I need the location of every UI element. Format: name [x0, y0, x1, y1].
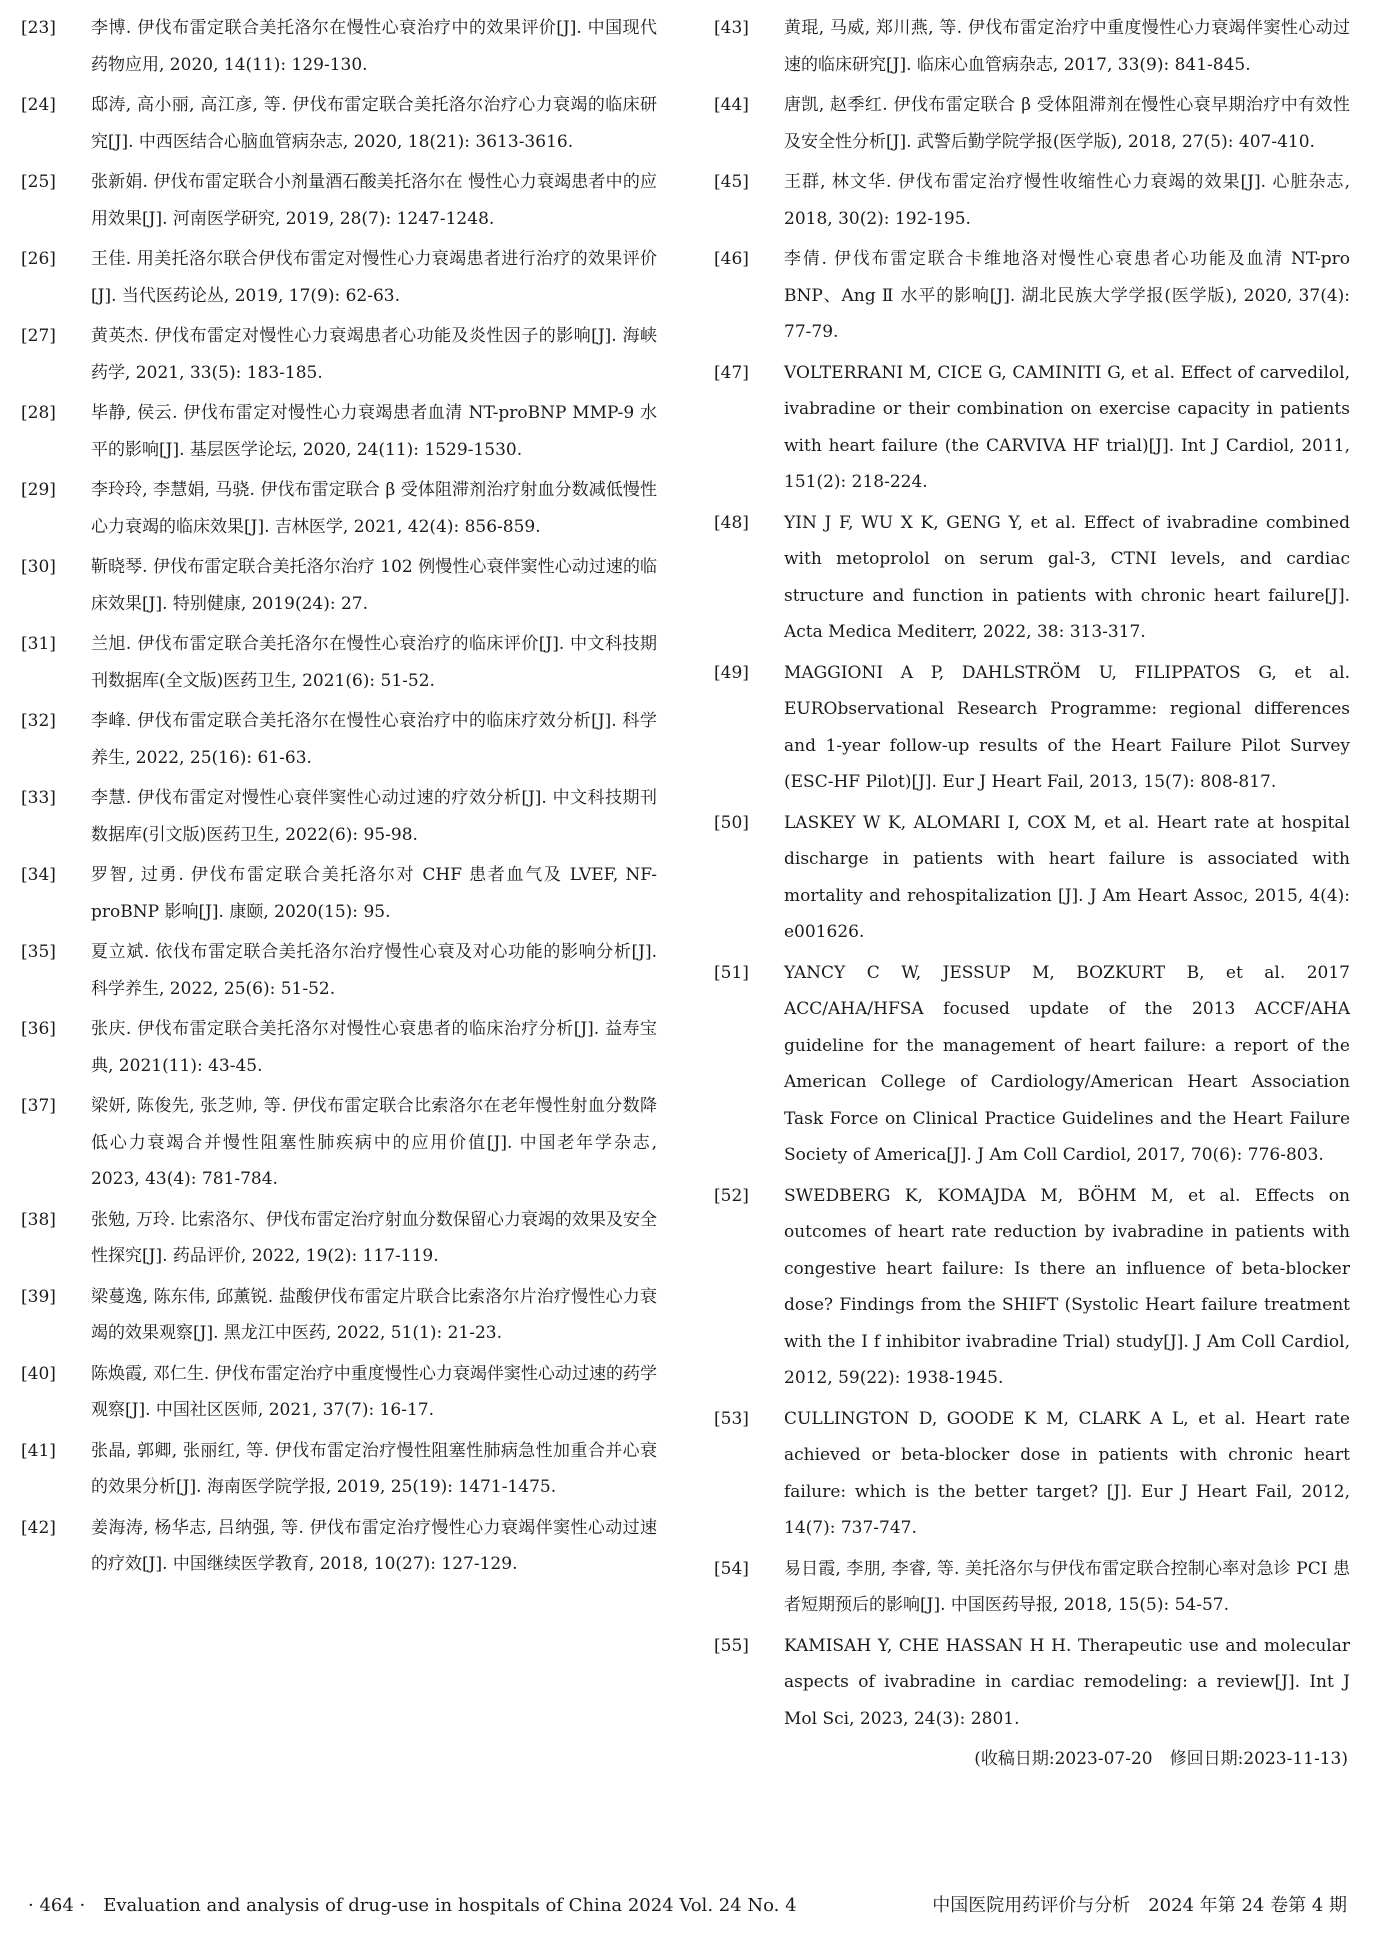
reference-text: 靳晓琴. 伊伐布雷定联合美托洛尔治疗 102 例慢性心衰伴窦性心动过速的临床效果[J]. 特别健康, 2019(24): 27.: [91, 557, 657, 614]
references-left-column: [21, 10, 657, 1587]
reference-item: [21, 1356, 657, 1429]
reference-item: [714, 1401, 1350, 1547]
reference-item: [714, 805, 1350, 951]
reference-text: 毕静, 侯云. 伊伐布雷定对慢性心力衰竭患者血清 NT-proBNP MMP-9 水平的影响[J]. 基层医学论坛, 2020, 24(11): 1529-1530.: [91, 403, 657, 460]
reference-item: [714, 955, 1350, 1174]
reference-item: [21, 857, 657, 930]
reference-item: [714, 87, 1350, 160]
reference-number: [45]: [714, 172, 749, 192]
reference-text: MAGGIONI A P, DAHLSTRÖM U, FILIPPATOS G, et al. EURObservational Research Programme: regional differences and 1-year follow-up results of the Heart Failure Pilot Survey (ESC-HF Pilot)[J]. Eur J Heart Fail, 2013, 15(7): 808-817.: [784, 662, 1350, 792]
reference-number: [37]: [21, 1096, 56, 1116]
reference-text: 李玲玲, 李慧娟, 马骁. 伊伐布雷定联合 β 受体阻滞剂治疗射血分数减低慢性心力衰竭的临床效果[J]. 吉林医学, 2021, 42(4): 856-859.: [91, 480, 657, 537]
reference-item: [714, 241, 1350, 351]
reference-item: [714, 1551, 1350, 1624]
reference-number: [27]: [21, 326, 56, 346]
reference-item: [21, 934, 657, 1007]
reference-text: 王佳. 用美托洛尔联合伊伐布雷定对慢性心力衰竭患者进行治疗的效果评价[J]. 当代医药论丛, 2019, 17(9): 62-63.: [91, 249, 657, 306]
reference-number: [40]: [21, 1363, 56, 1384]
reference-item: [21, 241, 657, 314]
right-reference-list: [714, 10, 1350, 1737]
footer-journal-en: · 464 · Evaluation and analysis of drug-use in hospitals of China 2024 Vol. 24 No. 4: [28, 1895, 797, 1916]
reference-item: [714, 505, 1350, 651]
reference-item: [21, 549, 657, 622]
reference-text: VOLTERRANI M, CICE G, CAMINITI G, et al. Effect of carvedilol, ivabradine or their combination on exercise capacity in patients with heart failure (the CARVIVA HF trial)[J]. Int J Cardiol, 2011, 151(2): 218-224.: [784, 362, 1350, 492]
reference-item: [714, 1178, 1350, 1397]
reference-item: [21, 626, 657, 699]
reference-item: [21, 1279, 657, 1352]
reference-number: [36]: [21, 1019, 56, 1039]
reference-text: SWEDBERG K, KOMAJDA M, BÖHM M, et al. Effects on outcomes of heart rate reduction by ivabradine in patients with congestive heart failure: Is there an influence of beta-blocker dose? Findings from the SHIFT (Systolic Heart failure treatment with the I f inhibitor ivabradine Trial) study[J]. J Am Coll Cardiol, 2012, 59(22): 1938-1945.: [784, 1185, 1350, 1388]
reference-item: [21, 1510, 657, 1583]
reference-text: 李峰. 伊伐布雷定联合美托洛尔在慢性心衰治疗中的临床疗效分析[J]. 科学养生, 2022, 25(16): 61-63.: [91, 711, 657, 768]
reference-item: [21, 1433, 657, 1506]
reference-number: [38]: [21, 1209, 56, 1230]
reference-text: 兰旭. 伊伐布雷定联合美托洛尔在慢性心衰治疗的临床评价[J]. 中文科技期刊数据库(全文版)医药卫生, 2021(6): 51-52.: [91, 634, 657, 691]
reference-number: [46]: [714, 249, 749, 269]
reference-number: [28]: [21, 403, 56, 423]
reference-text: 李博. 伊伐布雷定联合美托洛尔在慢性心衰治疗中的效果评价[J]. 中国现代药物应用, 2020, 14(11): 129-130.: [91, 18, 657, 75]
reference-text: 夏立斌. 依伐布雷定联合美托洛尔治疗慢性心衰及对心功能的影响分析[J]. 科学养生, 2022, 25(6): 51-52.: [91, 942, 657, 999]
reference-number: [49]: [714, 662, 749, 683]
reference-item: [21, 318, 657, 391]
reference-number: [23]: [21, 18, 56, 38]
reference-number: [34]: [21, 865, 56, 885]
reference-number: [41]: [21, 1440, 56, 1461]
reference-text: 张晶, 郭卿, 张丽红, 等. 伊伐布雷定治疗慢性阻塞性肺病急性加重合并心衰的效果分析[J]. 海南医学院学报, 2019, 25(19): 1471-1475.: [91, 1440, 657, 1497]
reference-item: [21, 87, 657, 160]
reference-number: [29]: [21, 480, 56, 500]
reference-text: YIN J F, WU X K, GENG Y, et al. Effect of ivabradine combined with metoprolol on serum gal-3, CTNI levels, and cardiac structure and function in patients with chronic heart failure[J]. Acta Medica Mediterr, 2022, 38: 313-317.: [784, 512, 1350, 642]
reference-number: [30]: [21, 557, 56, 577]
reference-text: YANCY C W, JESSUP M, BOZKURT B, et al. 2017 ACC/AHA/HFSA focused update of the 2013 ACCF/AHA guideline for the management of heart failure: a report of the American College of Cardiology/American Heart Association Task Force on Clinical Practice Guidelines and the Heart Failure Society of America[J]. J Am Coll Cardiol, 2017, 70(6): 776-803.: [784, 962, 1350, 1165]
reference-number: [31]: [21, 634, 56, 654]
reference-number: [50]: [714, 812, 749, 833]
footer-journal-cn: 中国医院用药评价与分析 2024 年第 24 卷第 4 期: [932, 1895, 1347, 1916]
reference-text: 黄琨, 马威, 郑川燕, 等. 伊伐布雷定治疗中重度慢性心力衰竭伴窦性心动过速的临床研究[J]. 临床心血管病杂志, 2017, 33(9): 841-845.: [784, 18, 1350, 75]
reference-item: [21, 780, 657, 853]
reference-text: 李慧. 伊伐布雷定对慢性心衰伴窦性心动过速的疗效分析[J]. 中文科技期刊数据库(引文版)医药卫生, 2022(6): 95-98.: [91, 788, 657, 845]
reference-number: [35]: [21, 942, 56, 962]
reference-number: [26]: [21, 249, 56, 269]
reference-text: 易日霞, 李朋, 李睿, 等. 美托洛尔与伊伐布雷定联合控制心率对急诊 PCI 患者短期预后的影响[J]. 中国医药导报, 2018, 15(5): 54-57.: [784, 1558, 1350, 1615]
reference-item: [21, 10, 657, 83]
reference-number: [42]: [21, 1517, 56, 1538]
received-dates: (收稿日期:2023-07-20 修回日期:2023-11-13): [974, 1749, 1348, 1769]
reference-item: [21, 164, 657, 237]
reference-item: [21, 472, 657, 545]
reference-text: 梁妍, 陈俊先, 张芝帅, 等. 伊伐布雷定联合比索洛尔在老年慢性射血分数降低心力衰竭合并慢性阻塞性肺疾病中的应用价值[J]. 中国老年学杂志, 2023, 43(4): 781-784.: [91, 1096, 657, 1189]
reference-number: [52]: [714, 1185, 749, 1206]
references-right-column: [714, 10, 1350, 1777]
reference-item: [714, 1628, 1350, 1738]
reference-text: 姜海涛, 杨华志, 吕纳强, 等. 伊伐布雷定治疗慢性心力衰竭伴窦性心动过速的疗效[J]. 中国继续医学教育, 2018, 10(27): 127-129.: [91, 1517, 657, 1574]
reference-text: KAMISAH Y, CHE HASSAN H H. Therapeutic use and molecular aspects of ivabradine in cardiac remodeling: a review[J]. Int J Mol Sci, 2023, 24(3): 2801.: [784, 1635, 1350, 1729]
reference-item: [21, 1202, 657, 1275]
reference-text: 陈焕霞, 邓仁生. 伊伐布雷定治疗中重度慢性心力衰竭伴窦性心动过速的药学观察[J]. 中国社区医师, 2021, 37(7): 16-17.: [91, 1363, 657, 1420]
reference-item: [714, 164, 1350, 237]
reference-number: [55]: [714, 1635, 749, 1656]
reference-number: [25]: [21, 172, 56, 192]
reference-item: [21, 395, 657, 468]
reference-number: [44]: [714, 95, 749, 115]
reference-number: [33]: [21, 788, 56, 808]
reference-number: [24]: [21, 95, 56, 115]
reference-text: 张新娟. 伊伐布雷定联合小剂量酒石酸美托洛尔在 慢性心力衰竭患者中的应用效果[J]. 河南医学研究, 2019, 28(7): 1247-1248.: [91, 172, 657, 229]
reference-text: 邸涛, 高小丽, 高江彦, 等. 伊伐布雷定联合美托洛尔治疗心力衰竭的临床研究[J]. 中西医结合心脑血管病杂志, 2020, 18(21): 3613-3616.: [91, 95, 657, 152]
reference-item: [21, 1088, 657, 1198]
reference-number: [43]: [714, 18, 749, 38]
reference-number: [53]: [714, 1408, 749, 1429]
reference-number: [39]: [21, 1286, 56, 1307]
reference-text: 罗智, 过勇. 伊伐布雷定联合美托洛尔对 CHF 患者血气及 LVEF, NF-proBNP 影响[J]. 康颐, 2020(15): 95.: [91, 865, 657, 922]
reference-text: CULLINGTON D, GOODE K M, CLARK A L, et al. Heart rate achieved or beta-blocker dose in patients with chronic heart failure: which is the better target? [J]. Eur J Heart Fail, 2012, 14(7): 737-747.: [784, 1408, 1350, 1538]
reference-text: 王群, 林文华. 伊伐布雷定治疗慢性收缩性心力衰竭的效果[J]. 心脏杂志, 2018, 30(2): 192-195.: [784, 172, 1350, 229]
reference-text: 唐凯, 赵季红. 伊伐布雷定联合 β 受体阻滞剂在慢性心衰早期治疗中有效性及安全性分析[J]. 武警后勤学院学报(医学版), 2018, 27(5): 407-410.: [784, 95, 1350, 152]
reference-text: 张庆. 伊伐布雷定联合美托洛尔对慢性心衰患者的临床治疗分析[J]. 益寿宝典, 2021(11): 43-45.: [91, 1019, 657, 1076]
reference-text: LASKEY W K, ALOMARI I, COX M, et al. Heart rate at hospital discharge in patients with heart failure is associated with mortality and rehospitalization [J]. J Am Heart Assoc, 2015, 4(4): e001626.: [784, 812, 1350, 942]
reference-item: [714, 355, 1350, 501]
reference-number: [48]: [714, 512, 749, 533]
reference-item: [21, 703, 657, 776]
reference-item: [714, 655, 1350, 801]
reference-number: [32]: [21, 711, 56, 731]
reference-number: [47]: [714, 362, 749, 383]
reference-number: [54]: [714, 1558, 749, 1579]
reference-item: [714, 10, 1350, 83]
reference-text: 张勉, 万玲. 比索洛尔、伊伐布雷定治疗射血分数保留心力衰竭的效果及安全性探究[J]. 药品评价, 2022, 19(2): 117-119.: [91, 1209, 657, 1266]
reference-text: 梁蔓逸, 陈东伟, 邱薰锐. 盐酸伊伐布雷定片联合比索洛尔片治疗慢性心力衰竭的效果观察[J]. 黑龙江中医药, 2022, 51(1): 21-23.: [91, 1286, 657, 1343]
reference-item: [21, 1011, 657, 1084]
reference-number: [51]: [714, 962, 749, 983]
reference-text: 李倩. 伊伐布雷定联合卡维地洛对慢性心衰患者心功能及血清 NT-pro BNP、Ang Ⅱ 水平的影响[J]. 湖北民族大学学报(医学版), 2020, 37(4): 77-79.: [784, 249, 1350, 342]
reference-text: 黄英杰. 伊伐布雷定对慢性心力衰竭患者心功能及炎性因子的影响[J]. 海峡药学, 2021, 33(5): 183-185.: [91, 326, 657, 383]
